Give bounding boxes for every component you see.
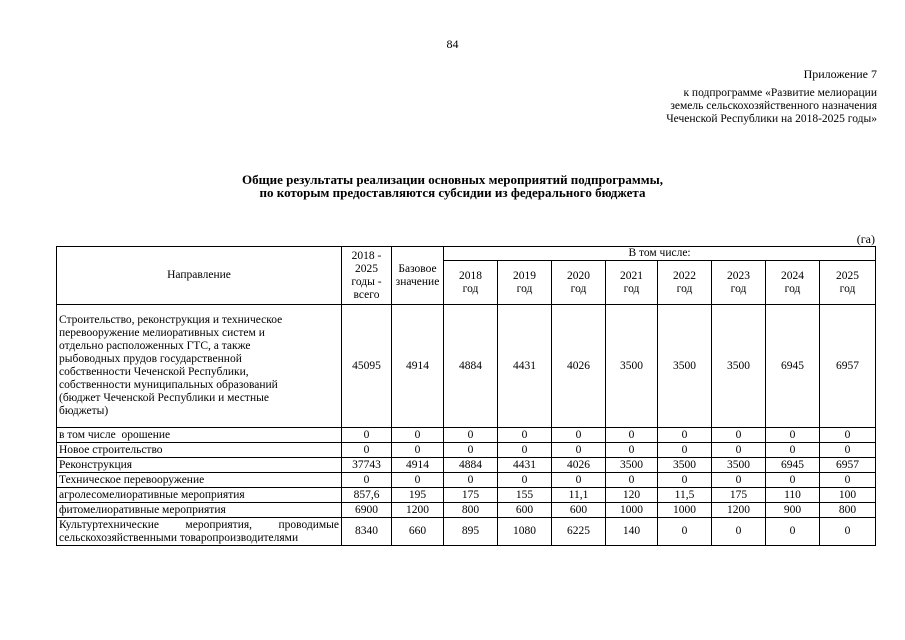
header-direction: Направление (57, 247, 342, 305)
cell-year: 0 (658, 428, 712, 443)
cell-year: 4884 (444, 305, 498, 428)
cell-year: 0 (820, 428, 876, 443)
cell-year: 800 (444, 503, 498, 518)
header-row (57, 247, 876, 261)
row-label: агролесомелиоративные мероприятия (57, 488, 342, 503)
cell-year: 0 (606, 473, 658, 488)
cell-year: 0 (820, 443, 876, 458)
cell-year: 0 (444, 473, 498, 488)
cell-year: 3500 (658, 458, 712, 473)
cell-base: 1200 (392, 503, 444, 518)
table-row (57, 458, 876, 473)
cell-year: 0 (712, 518, 766, 546)
cell-year: 0 (658, 443, 712, 458)
cell-year: 0 (606, 443, 658, 458)
page-number: 84 (446, 37, 459, 51)
cell-year: 1000 (606, 503, 658, 518)
cell-year: 3500 (606, 305, 658, 428)
cell-year: 895 (444, 518, 498, 546)
cell-year: 0 (552, 473, 606, 488)
cell-total: 8340 (342, 518, 392, 546)
cell-year: 1200 (712, 503, 766, 518)
header-year: 2020 год (552, 261, 606, 305)
appendix-line: к подпрограмме «Развитие мелиорации (683, 87, 877, 99)
cell-base: 660 (392, 518, 444, 546)
table-row (57, 428, 876, 443)
cell-year: 0 (658, 518, 712, 546)
cell-year: 0 (766, 443, 820, 458)
cell-year: 0 (712, 428, 766, 443)
cell-year: 1000 (658, 503, 712, 518)
header-year: 2025 год (820, 261, 876, 305)
cell-year: 110 (766, 488, 820, 503)
cell-year: 0 (766, 473, 820, 488)
row-label: Строительство, реконструкция и техническое перевооружение мелиоративных систем и отдельно расположенных ГТС, а также рыбоводных прудов государственной собственности Чеченской Республики, собственности муниципальных образований (бюджет Чеченской Республики и местные бюджеты) (57, 305, 342, 428)
header-total: 2018 - 2025 годы - всего (342, 247, 392, 305)
cell-year: 600 (552, 503, 606, 518)
cell-year: 1080 (498, 518, 552, 546)
cell-year: 0 (552, 428, 606, 443)
row-label: Культуртехнические мероприятия, проводимые сельскохозяйственными товаропроизводителями (57, 518, 342, 546)
cell-year: 0 (712, 443, 766, 458)
cell-total: 857,6 (342, 488, 392, 503)
header-year: 2021 год (606, 261, 658, 305)
cell-year: 4026 (552, 305, 606, 428)
cell-year: 0 (766, 518, 820, 546)
cell-year: 3500 (606, 458, 658, 473)
cell-year: 100 (820, 488, 876, 503)
cell-year: 0 (820, 518, 876, 546)
table-header (57, 247, 876, 305)
results-table (56, 246, 876, 546)
cell-year: 6957 (820, 305, 876, 428)
header-base: Базовое значение (392, 247, 444, 305)
cell-base: 0 (392, 473, 444, 488)
cell-year: 120 (606, 488, 658, 503)
table-row (57, 443, 876, 458)
cell-total: 0 (342, 428, 392, 443)
row-label: Техническое перевооружение (57, 473, 342, 488)
cell-year: 140 (606, 518, 658, 546)
table-row (57, 488, 876, 503)
cell-year: 4431 (498, 458, 552, 473)
header-year: 2023 год (712, 261, 766, 305)
cell-year: 6945 (766, 458, 820, 473)
table-row (57, 518, 876, 546)
cell-year: 11,5 (658, 488, 712, 503)
appendix-line: земель сельскохозяйственного назначения (670, 100, 877, 112)
header-year: 2022 год (658, 261, 712, 305)
unit-label: (га) (856, 232, 875, 246)
cell-year: 6957 (820, 458, 876, 473)
cell-year: 600 (498, 503, 552, 518)
cell-year: 6225 (552, 518, 606, 546)
cell-year: 175 (712, 488, 766, 503)
cell-total: 0 (342, 473, 392, 488)
cell-year: 0 (498, 443, 552, 458)
document-title (0, 173, 905, 199)
cell-year: 0 (766, 428, 820, 443)
cell-year: 3500 (712, 305, 766, 428)
cell-year: 175 (444, 488, 498, 503)
document-title-line: Общие результаты реализации основных мероприятий подпрограммы, (242, 172, 663, 187)
appendix-subtitle (666, 87, 877, 126)
cell-year: 0 (552, 443, 606, 458)
cell-year: 4026 (552, 458, 606, 473)
cell-year: 800 (820, 503, 876, 518)
cell-year: 0 (498, 473, 552, 488)
cell-base: 195 (392, 488, 444, 503)
row-label: Новое строительство (57, 443, 342, 458)
appendix-title: Приложение 7 (803, 67, 877, 81)
cell-year: 0 (658, 473, 712, 488)
cell-year: 0 (444, 443, 498, 458)
cell-total: 45095 (342, 305, 392, 428)
row-label: Реконструкция (57, 458, 342, 473)
cell-year: 4431 (498, 305, 552, 428)
appendix-line: Чеченской Республики на 2018-2025 годы» (666, 113, 877, 125)
header-year: 2024 год (766, 261, 820, 305)
cell-year: 0 (712, 473, 766, 488)
cell-base: 0 (392, 428, 444, 443)
cell-year: 155 (498, 488, 552, 503)
cell-year: 4884 (444, 458, 498, 473)
document-title-line: по которым предоставляются субсидии из федерального бюджета (259, 185, 646, 200)
cell-base: 4914 (392, 305, 444, 428)
table-body (57, 305, 876, 546)
row-label: фитомелиоративные мероприятия (57, 503, 342, 518)
cell-year: 6945 (766, 305, 820, 428)
cell-year: 900 (766, 503, 820, 518)
cell-year: 0 (820, 473, 876, 488)
row-label: в том числе орошение (57, 428, 342, 443)
table-row (57, 503, 876, 518)
cell-year: 0 (606, 428, 658, 443)
header-including: В том числе: (444, 247, 876, 261)
cell-total: 6900 (342, 503, 392, 518)
cell-base: 0 (392, 443, 444, 458)
cell-total: 37743 (342, 458, 392, 473)
table-row (57, 305, 876, 428)
cell-year: 3500 (712, 458, 766, 473)
table-row (57, 473, 876, 488)
cell-year: 0 (498, 428, 552, 443)
header-year: 2018 год (444, 261, 498, 305)
cell-year: 0 (444, 428, 498, 443)
cell-year: 3500 (658, 305, 712, 428)
cell-year: 11,1 (552, 488, 606, 503)
cell-total: 0 (342, 443, 392, 458)
cell-base: 4914 (392, 458, 444, 473)
header-year: 2019 год (498, 261, 552, 305)
